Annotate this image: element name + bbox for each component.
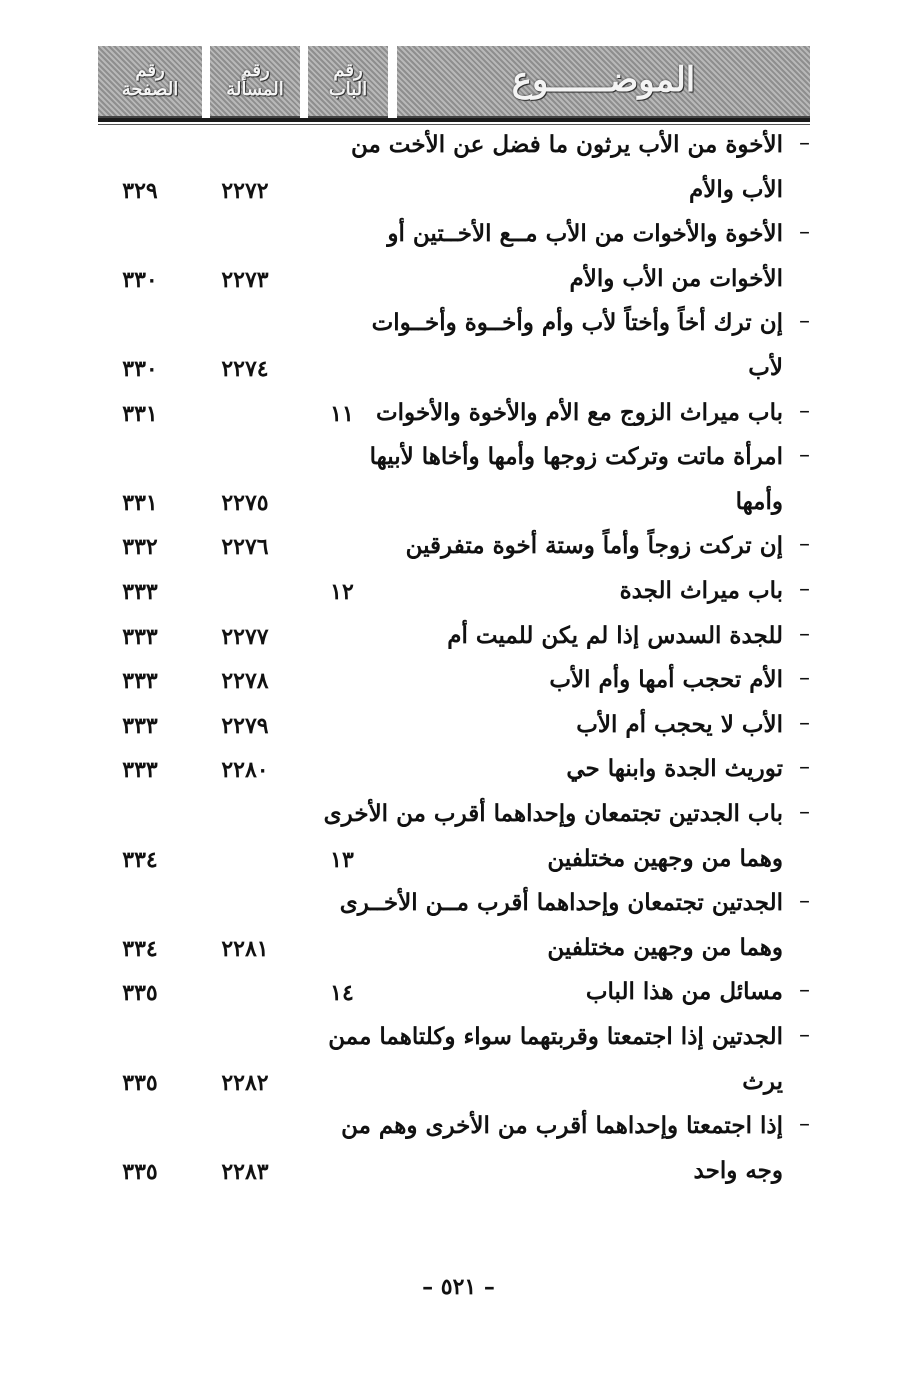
bullet-dash: – [799, 577, 810, 602]
page-ref-number: ٣٣٣ [122, 712, 158, 739]
bullet-dash: – [799, 220, 810, 246]
page-ref-number: ٣٣١ [122, 400, 158, 427]
header-page-label-1: رقم [135, 60, 165, 82]
issue-number: ٢٢٧٥ [221, 489, 269, 516]
entry-title: وجه واحد [693, 1156, 783, 1184]
page-ref-number: ٣٣٥ [122, 980, 158, 1007]
entry-title: إن تركت زوجاً وأماً وستة أخوة متفرقين [405, 532, 783, 560]
issue-number: ٢٢٧٦ [221, 534, 269, 561]
page-ref-number: ٣٣٥ [122, 1069, 158, 1096]
index-entry-line [0, 974, 917, 1018]
bullet-dash: – [799, 131, 810, 156]
bullet-dash: – [799, 309, 810, 335]
index-entry-line [0, 127, 917, 171]
header-topic-label: الموضــــــوع [511, 60, 696, 101]
entry-title: الأخوة والأخوات من الأب مــع الأخــتين أو [387, 220, 783, 248]
index-entry-line [0, 484, 917, 528]
page-ref-number: ٣٣٥ [122, 1158, 158, 1185]
entry-title: الأب لا يحجب أم الأب [576, 710, 783, 738]
header-issue-label-1: رقم [240, 60, 270, 82]
header-rule [98, 118, 810, 122]
bullet-dash: – [799, 800, 810, 825]
chapter-number: ١٢ [330, 579, 354, 605]
chapter-number: ١٣ [330, 846, 354, 873]
entry-title: امرأة ماتت وتركت زوجها وأمها وأخاها لأبيها [369, 443, 783, 471]
header-issue-no [210, 46, 300, 118]
issue-number: ٢٢٧٢ [221, 177, 269, 204]
entry-title: وهما من وجهين مختلفين [547, 933, 783, 961]
index-entry-line [0, 930, 917, 974]
index-entry-line [0, 662, 917, 706]
entry-title: وهما من وجهين مختلفين [547, 844, 783, 872]
entry-title: باب ميراث الجدة [619, 577, 783, 604]
issue-number: ٢٢٧٤ [221, 356, 269, 382]
index-entry-line [0, 172, 917, 216]
issue-number: ٢٢٨٣ [221, 1158, 269, 1185]
header-issue-label-2: المسألة [226, 79, 284, 100]
index-entry-line [0, 751, 917, 795]
bullet-dash: – [799, 978, 810, 1004]
index-entry-line [0, 439, 917, 483]
issue-number: ٢٢٨١ [221, 935, 269, 962]
header-page-label-2: الصفحة [121, 79, 179, 100]
chapter-number: ١١ [330, 400, 354, 427]
bullet-dash: – [799, 443, 810, 469]
entry-title: الأم تحجب أمها وأم الأب [549, 666, 783, 694]
index-entry-line [0, 305, 917, 349]
entry-title: إن ترك أخاً وأختاً لأب وأم وأخــوة وأخــوات [371, 309, 783, 337]
index-entry-line [0, 1108, 917, 1152]
bullet-dash: – [799, 1112, 810, 1138]
index-entry-line [0, 1064, 917, 1108]
header-rule-thin [98, 124, 810, 125]
index-entry-line [0, 261, 917, 305]
page-number: – ٥٢١ – [422, 1274, 495, 1300]
page-ref-number: ٣٣١ [122, 489, 158, 516]
page-ref-number: ٣٣٤ [122, 935, 158, 962]
entry-title: مسائل من هذا الباب [585, 978, 783, 1006]
entry-title: إذا اجتمعتا وإحداهما أقرب من الأخرى وهم من [341, 1112, 783, 1140]
entry-title: لأب [748, 354, 783, 381]
page-ref-number: ٣٣٠ [122, 266, 158, 293]
entry-title: باب الجدتين تجتمعان وإحداهما أقرب من الأخرى [323, 800, 783, 827]
bullet-dash: – [799, 666, 810, 692]
index-entry-line [0, 350, 917, 394]
index-entry-line [0, 618, 917, 662]
index-entry-line [0, 796, 917, 840]
index-entry-line [0, 216, 917, 260]
bullet-dash: – [799, 1023, 810, 1048]
issue-number: ٢٢٨٠ [221, 757, 269, 784]
header-chapter-label-1: رقم [333, 60, 363, 82]
entry-title: يرث [742, 1067, 783, 1095]
issue-number: ٢٢٧٨ [221, 668, 269, 695]
page-ref-number: ٣٣٠ [122, 356, 158, 382]
table-header [0, 46, 917, 118]
bullet-dash: – [799, 710, 810, 736]
bullet-dash: – [799, 755, 810, 781]
index-entry-line [0, 707, 917, 751]
entry-title: الأب والأم [688, 175, 783, 203]
bullet-dash: – [799, 621, 810, 647]
page-ref-number: ٣٣٣ [122, 668, 158, 695]
header-chapter-no [308, 46, 388, 118]
page-ref-number: ٣٣٣ [122, 623, 158, 650]
chapter-number: ١٤ [330, 980, 354, 1007]
issue-number: ٢٢٧٧ [221, 623, 269, 650]
issue-number: ٢٢٨٢ [221, 1069, 269, 1096]
entry-title: توريث الجدة وابنها حي [566, 755, 783, 783]
entry-title: باب ميراث الزوج مع الأم والأخوة والأخوات [376, 398, 783, 426]
entry-title: الأخوات من الأب والأم [569, 264, 783, 292]
bullet-dash: – [799, 398, 810, 424]
issue-number: ٢٢٧٣ [221, 266, 269, 293]
entry-title: الأخوة من الأب يرثون ما فضل عن الأخت من [350, 131, 783, 158]
issue-number: ٢٢٧٩ [221, 712, 269, 739]
index-entry-line [0, 885, 917, 929]
index-entry-line [0, 573, 917, 617]
entry-title: الجدتين إذا اجتمعتا وقربتهما سواء وكلتاهما ممن [328, 1023, 783, 1050]
page-ref-number: ٣٣٢ [122, 534, 158, 561]
page-ref-number: ٣٣٤ [122, 846, 158, 873]
index-entry-line [0, 395, 917, 439]
header-chapter-label-2: الباب [328, 79, 368, 100]
bullet-dash: – [799, 889, 810, 915]
header-page-no [98, 46, 202, 118]
page-ref-number: ٣٢٩ [122, 177, 158, 204]
page-ref-number: ٣٣٣ [122, 757, 158, 784]
entry-title: للجدة السدس إذا لم يكن للميت أم [447, 621, 783, 649]
entry-title: الجدتين تجتمعان وإحداهما أقرب مــن الأخــرى [339, 889, 783, 917]
entry-title: وأمها [735, 487, 783, 515]
index-entry-line [0, 841, 917, 885]
bullet-dash: – [799, 532, 810, 558]
index-entry-line [0, 528, 917, 572]
page-ref-number: ٣٣٣ [122, 579, 158, 605]
header-topic [397, 46, 810, 118]
index-entry-line [0, 1019, 917, 1063]
index-entry-line [0, 1153, 917, 1197]
